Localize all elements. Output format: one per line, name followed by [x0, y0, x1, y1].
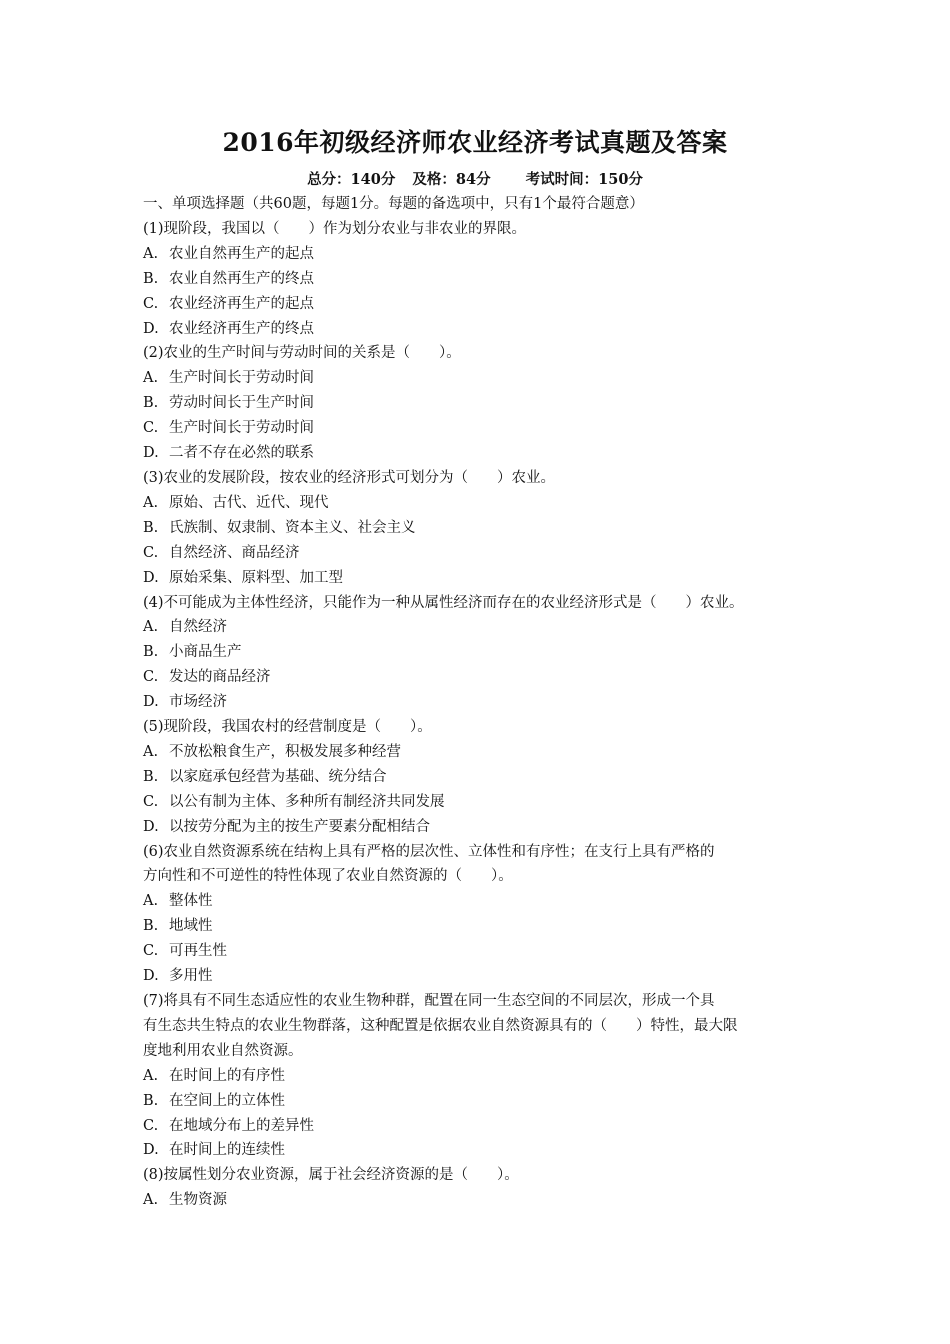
option-letter: A.	[143, 370, 159, 387]
document-title: 2016年初级经济师农业经济考试真题及答案	[222, 128, 728, 157]
option-text: 氏族制、奴隶制、资本主义、社会主义	[169, 519, 416, 536]
answer-option	[143, 317, 823, 342]
answer-option	[143, 790, 823, 815]
option-text: 二者不存在必然的联系	[169, 445, 314, 462]
option-letter: D.	[143, 569, 159, 586]
option-letter: D.	[143, 694, 159, 711]
answer-option	[143, 765, 823, 790]
option-text: 多用性	[169, 968, 213, 985]
question-item	[143, 466, 823, 591]
answer-option	[143, 815, 823, 840]
question-stem: (1)现阶段，我国以（ ）作为划分农业与非农业的界限。	[143, 220, 527, 237]
question-item	[143, 840, 823, 989]
option-text: 农业经济再生产的终点	[169, 320, 314, 337]
section-heading: 一、单项选择题（共60题，每题1分。每题的备选项中，只有1个最符合题意）	[143, 196, 644, 212]
option-letter: D.	[143, 1142, 159, 1159]
answer-option	[143, 640, 823, 665]
option-letter: C.	[143, 420, 159, 437]
option-letter: C.	[143, 544, 159, 561]
question-stem: (7)将具有不同生态适应性的农业生物种群，配置在同一生态空间的不同层次，形成一个具	[143, 993, 715, 1009]
option-letter: C.	[143, 669, 159, 686]
answer-option	[143, 615, 823, 640]
option-text: 生产时间长于劳动时间	[169, 420, 314, 437]
option-letter: A.	[143, 245, 159, 262]
answer-option	[143, 1114, 823, 1139]
option-text: 原始采集、原料型、加工型	[169, 569, 343, 586]
option-letter: C.	[143, 943, 159, 960]
question-stem: (2)农业的生产时间与劳动时间的关系是（ ）。	[143, 345, 461, 362]
option-text: 以按劳分配为主的按生产要素分配相结合	[169, 818, 430, 835]
option-text: 整体性	[169, 893, 213, 910]
option-letter: D.	[143, 320, 159, 337]
answer-option	[143, 292, 823, 317]
answer-option	[143, 964, 823, 989]
option-text: 在时间上的连续性	[169, 1142, 285, 1159]
option-text: 不放松粮食生产，积极发展多种经营	[169, 743, 401, 760]
option-letter: D.	[143, 445, 159, 462]
option-text: 地域性	[169, 918, 213, 935]
option-text: 以公有制为主体、多种所有制经济共同发展	[169, 793, 445, 810]
answer-option	[143, 1138, 823, 1163]
option-text: 发达的商品经济	[169, 669, 271, 686]
option-letter: C.	[143, 793, 159, 810]
option-text: 以家庭承包经营为基础、统分结合	[169, 768, 387, 785]
option-letter: B.	[143, 519, 159, 536]
option-text: 生产时间长于劳动时间	[169, 370, 314, 387]
question-item	[143, 989, 823, 1163]
option-text: 在时间上的有序性	[169, 1067, 285, 1084]
question-stem: 有生态共生特点的农业生物群落，这种配置是依据农业自然资源具有的（ ）特性，最大限	[143, 1017, 738, 1034]
answer-option	[143, 366, 823, 391]
question-stem: (5)现阶段，我国农村的经营制度是（ ）。	[143, 719, 432, 736]
option-letter: B.	[143, 395, 159, 412]
option-text: 可再生性	[169, 943, 227, 960]
meta-pass: 及格：84分	[412, 171, 491, 188]
option-text: 原始、古代、近代、现代	[169, 494, 329, 511]
option-text: 生物资源	[169, 1192, 227, 1209]
answer-option	[143, 391, 823, 416]
document-body	[143, 192, 823, 1213]
answer-option	[143, 267, 823, 292]
question-item	[143, 1163, 823, 1213]
option-letter: A.	[143, 619, 159, 636]
option-letter: A.	[143, 1192, 159, 1209]
option-text: 农业自然再生产的起点	[169, 245, 314, 262]
answer-option	[143, 516, 823, 541]
question-item	[143, 217, 823, 342]
question-item	[143, 715, 823, 840]
option-letter: C.	[143, 1117, 159, 1134]
answer-option	[143, 242, 823, 267]
answer-option	[143, 1089, 823, 1114]
exam-meta	[0, 170, 950, 190]
question-stem: (4)不可能成为主体性经济，只能作为一种从属性经济而存在的农业经济形式是（ ）农业。	[143, 594, 744, 611]
answer-option	[143, 939, 823, 964]
option-text: 小商品生产	[169, 644, 242, 661]
option-letter: A.	[143, 893, 159, 910]
answer-option	[143, 566, 823, 591]
option-letter: D.	[143, 968, 159, 985]
answer-option	[143, 740, 823, 765]
option-letter: B.	[143, 644, 159, 661]
option-letter: B.	[143, 1092, 159, 1109]
question-stem: 方向性和不可逆性的特性体现了农业自然资源的（ ）。	[143, 868, 513, 885]
option-text: 在地域分布上的差异性	[169, 1117, 314, 1134]
option-text: 自然经济	[169, 619, 227, 636]
meta-time: 考试时间：150分	[525, 171, 643, 188]
option-letter: B.	[143, 270, 159, 287]
answer-option	[143, 1064, 823, 1089]
option-text: 农业经济再生产的起点	[169, 295, 314, 312]
question-stem: (3)农业的发展阶段，按农业的经济形式可划分为（ ）农业。	[143, 469, 556, 486]
option-letter: A.	[143, 743, 159, 760]
option-letter: D.	[143, 818, 159, 835]
answer-option	[143, 1188, 823, 1213]
answer-option	[143, 665, 823, 690]
answer-option	[143, 889, 823, 914]
answer-option	[143, 541, 823, 566]
option-letter: A.	[143, 1067, 159, 1084]
answer-option	[143, 914, 823, 939]
question-item	[143, 341, 823, 466]
option-letter: A.	[143, 494, 159, 511]
answer-option	[143, 690, 823, 715]
question-list	[143, 217, 823, 1213]
question-item	[143, 591, 823, 716]
option-text: 自然经济、商品经济	[169, 544, 300, 561]
question-stem: (6)农业自然资源系统在结构上具有严格的层次性、立体性和有序性；在支行上具有严格的	[143, 843, 715, 860]
option-text: 市场经济	[169, 694, 227, 711]
option-text: 在空间上的立体性	[169, 1092, 285, 1109]
answer-option	[143, 441, 823, 466]
option-letter: C.	[143, 295, 159, 312]
question-stem: (8)按属性划分农业资源，属于社会经济资源的是（ ）。	[143, 1167, 519, 1184]
answer-option	[143, 416, 823, 441]
option-letter: B.	[143, 918, 159, 935]
question-stem: 度地利用农业自然资源。	[143, 1042, 303, 1059]
answer-option	[143, 491, 823, 516]
option-letter: B.	[143, 768, 159, 785]
option-text: 劳动时间长于生产时间	[169, 395, 314, 412]
option-text: 农业自然再生产的终点	[169, 270, 314, 287]
meta-total: 总分：140分	[307, 171, 396, 188]
